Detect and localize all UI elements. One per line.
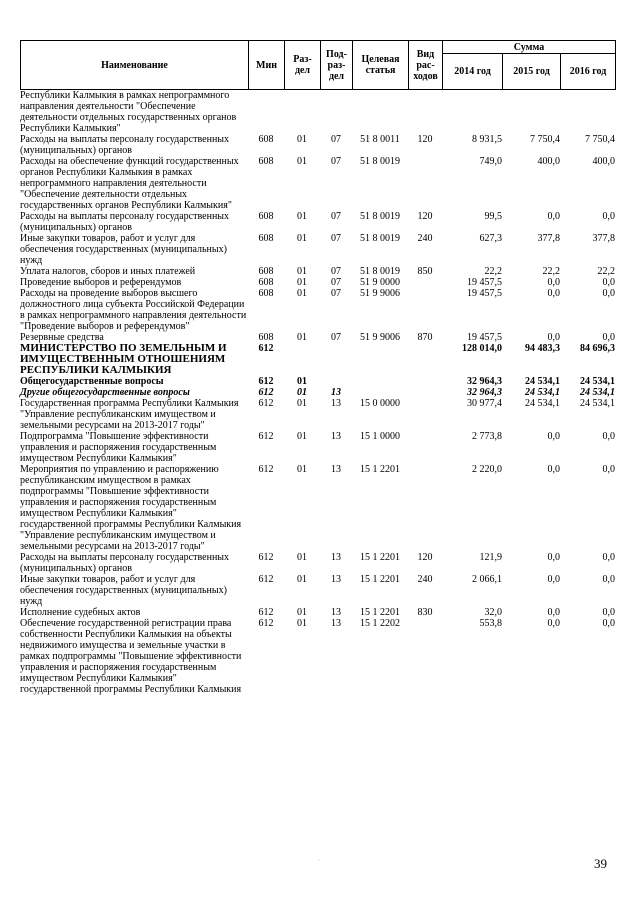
col-podrazdel-header: [321, 41, 353, 90]
row-podrazdel: 07: [331, 233, 341, 244]
row-podrazdel: 13: [331, 618, 341, 629]
col-name-header: Наименование: [21, 41, 249, 90]
row-razdel: 01: [297, 277, 307, 288]
row-name: Проведение выборов и референдумов: [20, 277, 182, 288]
row-min: 612: [258, 376, 274, 387]
col-razdel-header: [285, 41, 321, 90]
row-min: 608: [258, 233, 274, 244]
scan-mark: ·: [318, 858, 320, 864]
row-podrazdel: 07: [331, 277, 341, 288]
row-razdel: 01: [297, 156, 307, 167]
row-razdel: 01: [297, 266, 307, 277]
row-name: Другие общегосударственные вопросы: [20, 387, 190, 398]
col-celevaya-header: [353, 41, 409, 90]
table-row: [20, 211, 615, 233]
row-sum-2016: 400,0: [592, 156, 615, 167]
table-row: [20, 156, 615, 211]
budget-table: [20, 90, 615, 695]
row-min: 612: [258, 618, 274, 629]
table-row: [20, 464, 615, 552]
row-min: 612: [258, 398, 274, 409]
row-sum-2015: 0,0: [547, 431, 560, 442]
row-name: Уплата налогов, сборов и иных платежей: [20, 266, 196, 277]
row-celevaya: 51 9 9006: [360, 288, 400, 299]
row-sum-2015: 24 534,1: [525, 387, 560, 398]
row-sum-2015: 0,0: [547, 277, 560, 288]
row-name: Республики Калмыкия в рамках непрограммного направления деятельности "Обеспечение деятельности отдельных государственных органов Республики Калмыкия": [20, 90, 237, 134]
row-razdel: [284, 343, 320, 376]
row-razdel: 01: [297, 288, 307, 299]
row-min: 608: [258, 332, 274, 343]
row-razdel: [284, 90, 320, 134]
row-vid: [408, 90, 442, 134]
row-razdel: 01: [297, 332, 307, 343]
row-sum-2016: 24 534,1: [580, 387, 615, 398]
col-2016-header: 2016 год: [561, 54, 616, 90]
row-razdel: 01: [297, 211, 307, 222]
row-sum-2015: 0,0: [547, 607, 560, 618]
row-min: 608: [258, 211, 274, 222]
row-celevaya: [352, 343, 408, 376]
row-sum-2014: 99,5: [484, 211, 502, 222]
row-vid: 850: [417, 266, 433, 277]
table-row: [20, 288, 615, 332]
row-vid: 830: [417, 607, 433, 618]
row-name: Расходы на обеспечение функций государственных органов Республики Калмыкия в рамках непрограммного направления деятельности "Обеспечение деятельности отдельных государственных органов Республики Калмыкия": [20, 156, 239, 211]
row-vid: [408, 464, 442, 552]
table-row: [20, 398, 615, 431]
table-row: [20, 431, 615, 464]
row-min: 608: [258, 266, 274, 277]
table-row: [20, 607, 615, 618]
table-row: [20, 233, 615, 266]
row-sum-2015: 22,2: [542, 266, 560, 277]
row-vid: [408, 618, 442, 695]
row-podrazdel: [320, 90, 352, 134]
row-min: 608: [258, 156, 274, 167]
row-sum-2014: 19 457,5: [467, 277, 502, 288]
table-row: [20, 277, 615, 288]
row-name: Резервные средства: [20, 332, 104, 343]
row-sum-2015: 0,0: [547, 332, 560, 343]
row-name: Обеспечение государственной регистрации права собственности Республики Калмыкия на объекты недвижимого имущества и земельные участки в рамках подпрограммы "Повышение эффективности управления и распоряжения государственным имуществом Республики Калмыкия" государственной программы Республики Калмыкия: [20, 618, 242, 695]
col-2015-header: 2015 год: [503, 54, 561, 90]
row-name: Подпрограмма "Повышение эффективности управления и распоряжения государственным имуществом Республики Калмыкия": [20, 431, 217, 464]
row-name: Исполнение судебных актов: [20, 607, 141, 618]
row-sum-2016: 24 534,1: [580, 398, 615, 409]
row-celevaya: 15 1 2201: [360, 464, 400, 475]
row-podrazdel: 07: [331, 134, 341, 145]
table-row: [20, 376, 615, 387]
row-vid: 120: [417, 211, 433, 222]
row-vid: 120: [417, 134, 433, 145]
row-sum-2014: 749,0: [479, 156, 502, 167]
row-razdel: 01: [297, 607, 307, 618]
row-razdel: 01: [297, 431, 307, 442]
row-sum-2014: 32 964,3: [467, 376, 502, 387]
row-name: Расходы на проведение выборов высшего должностного лица субъекта Российской Федерации в рамках непрограммного направления деятельности "Проведение выборов и референдумов": [20, 288, 247, 332]
table-row: [20, 618, 615, 695]
row-sum-2014: 32 964,3: [467, 387, 502, 398]
row-sum-2016: 0,0: [602, 552, 615, 563]
row-podrazdel: 13: [331, 387, 341, 398]
row-sum-2015: 0,0: [547, 211, 560, 222]
row-celevaya: 15 1 0000: [360, 431, 400, 442]
row-name: Иные закупки товаров, работ и услуг для обеспечения государственных (муниципальных) нужд: [20, 574, 227, 607]
row-sum-2014: 19 457,5: [467, 288, 502, 299]
col-podrazdel-label: Под- раз- дел: [326, 48, 347, 82]
row-celevaya: 15 1 2201: [360, 552, 400, 563]
row-min: 612: [258, 574, 274, 585]
row-name: МИНИСТЕРСТВО ПО ЗЕМЕЛЬНЫМ И ИМУЩЕСТВЕННЫМ ОТНОШЕНИЯМ РЕСПУБЛИКИ КАЛМЫКИЯ: [20, 342, 227, 376]
col-razdel-label: Раз- дел: [293, 54, 312, 76]
row-sum-2014: 2 773,8: [472, 431, 502, 442]
row-sum-2014: 30 977,4: [467, 398, 502, 409]
col-2014-header: 2014 год: [443, 54, 503, 90]
row-podrazdel: 07: [331, 288, 341, 299]
col-min-header: Мин: [249, 41, 285, 90]
row-sum-2016: 377,8: [592, 233, 615, 244]
col-celevaya-label: Целевая статья: [361, 54, 400, 76]
row-sum-2015: [502, 90, 560, 134]
row-podrazdel: 07: [331, 266, 341, 277]
row-sum-2014: 2 066,1: [472, 574, 502, 585]
row-sum-2016: 0,0: [602, 574, 615, 585]
row-podrazdel: 13: [331, 431, 341, 442]
row-vid: [408, 343, 442, 376]
row-celevaya: 51 9 0000: [360, 277, 400, 288]
row-sum-2016: 0,0: [602, 277, 615, 288]
row-sum-2015: 94 483,3: [525, 343, 560, 354]
row-min: 608: [258, 288, 274, 299]
table-row: [20, 387, 615, 398]
row-sum-2016: 0,0: [602, 211, 615, 222]
row-sum-2014: 32,0: [484, 607, 502, 618]
table-row: [20, 574, 615, 607]
col-vid-header: [409, 41, 443, 90]
row-podrazdel: 07: [331, 332, 341, 343]
row-vid: [408, 277, 442, 288]
row-min: 612: [258, 607, 274, 618]
row-celevaya: 51 8 0019: [360, 233, 400, 244]
row-vid: [408, 288, 442, 332]
row-sum-2016: 0,0: [602, 607, 615, 618]
row-celevaya: 15 1 2202: [360, 618, 400, 629]
row-sum-2016: 24 534,1: [580, 376, 615, 387]
row-vid: 240: [417, 233, 433, 244]
row-min: 612: [258, 387, 274, 398]
row-sum-2015: 0,0: [547, 288, 560, 299]
row-name: Государственная программа Республики Калмыкия "Управление республиканским имуществом и земельными ресурсами на 2013-2017 годы": [20, 398, 239, 431]
row-razdel: 01: [297, 233, 307, 244]
row-name: Расходы на выплаты персоналу государственных (муниципальных) органов: [20, 552, 230, 574]
row-razdel: 01: [297, 387, 307, 398]
row-vid: [408, 387, 442, 398]
row-podrazdel: [320, 343, 352, 376]
row-sum-2015: 7 750,4: [530, 134, 560, 145]
row-sum-2016: 22,2: [597, 266, 615, 277]
row-sum-2015: 0,0: [547, 574, 560, 585]
table-header: [20, 40, 616, 90]
row-celevaya: 15 1 2201: [360, 607, 400, 618]
page-number: 39: [594, 856, 607, 871]
row-sum-2015: 0,0: [547, 552, 560, 563]
row-celevaya: 51 8 0019: [360, 211, 400, 222]
row-min: 608: [258, 277, 274, 288]
row-sum-2016: 84 696,3: [580, 343, 615, 354]
row-vid: [408, 398, 442, 431]
row-sum-2014: [442, 90, 502, 134]
row-razdel: 01: [297, 398, 307, 409]
row-sum-2016: 0,0: [602, 431, 615, 442]
row-celevaya: 15 0 0000: [360, 398, 400, 409]
row-vid: [408, 431, 442, 464]
table-row: [20, 266, 615, 277]
row-min: 612: [258, 464, 274, 475]
row-celevaya: 51 9 9006: [360, 332, 400, 343]
row-sum-2015: 24 534,1: [525, 398, 560, 409]
row-vid: [408, 376, 442, 387]
row-podrazdel: [320, 376, 352, 387]
row-podrazdel: 13: [331, 464, 341, 475]
row-sum-2014: 19 457,5: [467, 332, 502, 343]
row-sum-2015: 0,0: [547, 464, 560, 475]
row-celevaya: [352, 376, 408, 387]
row-sum-2016: 0,0: [602, 464, 615, 475]
row-sum-2016: 7 750,4: [585, 134, 615, 145]
row-sum-2016: 0,0: [602, 332, 615, 343]
row-min: [248, 90, 284, 134]
row-sum-2014: 22,2: [484, 266, 502, 277]
document-page: [20, 40, 620, 695]
row-vid: 120: [417, 552, 433, 563]
row-podrazdel: 07: [331, 156, 341, 167]
row-name: Общегосударственные вопросы: [20, 376, 164, 387]
row-razdel: 01: [297, 134, 307, 145]
row-celevaya: [352, 90, 408, 134]
row-podrazdel: 13: [331, 398, 341, 409]
row-celevaya: 51 8 0019: [360, 156, 400, 167]
row-podrazdel: 07: [331, 211, 341, 222]
row-celevaya: 51 8 0019: [360, 266, 400, 277]
row-vid: [408, 156, 442, 211]
row-min: 612: [258, 431, 274, 442]
row-celevaya: [352, 387, 408, 398]
row-name: Иные закупки товаров, работ и услуг для обеспечения государственных (муниципальных) нужд: [20, 233, 227, 266]
row-sum-2016: 0,0: [602, 288, 615, 299]
row-sum-2016: 0,0: [602, 618, 615, 629]
row-sum-2015: 24 534,1: [525, 376, 560, 387]
row-name: Расходы на выплаты персоналу государственных (муниципальных) органов: [20, 134, 230, 156]
row-name: Мероприятия по управлению и распоряжению республиканским имуществом в рамках подпрограммы "Повышение эффективности управления и распоряжения государственным имуществом Республики Калмыкия" государственной программы Республики Калмыкия "Управление республиканским имуществом и земельными ресурсами на 2013-2017 годы": [20, 464, 242, 552]
row-sum-2014: 121,9: [479, 552, 502, 563]
row-vid: 240: [417, 574, 433, 585]
row-min: 608: [258, 134, 274, 145]
row-sum-2016: [560, 90, 615, 134]
row-sum-2015: 0,0: [547, 618, 560, 629]
row-razdel: 01: [297, 552, 307, 563]
row-sum-2014: 553,8: [479, 618, 502, 629]
row-sum-2014: 627,3: [479, 233, 502, 244]
row-sum-2014: 8 931,5: [472, 134, 502, 145]
row-celevaya: 51 8 0011: [360, 134, 400, 145]
row-min: 612: [258, 552, 274, 563]
row-sum-2014: 128 014,0: [462, 343, 502, 354]
row-name: Расходы на выплаты персоналу государственных (муниципальных) органов: [20, 211, 230, 233]
table-body: [20, 90, 615, 695]
row-vid: 870: [417, 332, 433, 343]
row-razdel: 01: [297, 618, 307, 629]
col-vid-label: Вид рас- ходов: [413, 48, 438, 82]
row-razdel: 01: [297, 376, 307, 387]
row-razdel: 01: [297, 464, 307, 475]
table-row: [20, 552, 615, 574]
row-min: 612: [258, 343, 274, 354]
row-podrazdel: 13: [331, 607, 341, 618]
row-podrazdel: 13: [331, 552, 341, 563]
row-razdel: 01: [297, 574, 307, 585]
table-row: [20, 90, 615, 134]
row-sum-2015: 377,8: [537, 233, 560, 244]
row-sum-2015: 400,0: [537, 156, 560, 167]
row-sum-2014: 2 220,0: [472, 464, 502, 475]
row-celevaya: 15 1 2201: [360, 574, 400, 585]
row-podrazdel: 13: [331, 574, 341, 585]
table-row: [20, 134, 615, 156]
col-summa-header: Сумма: [443, 41, 616, 54]
table-row: [20, 343, 615, 376]
